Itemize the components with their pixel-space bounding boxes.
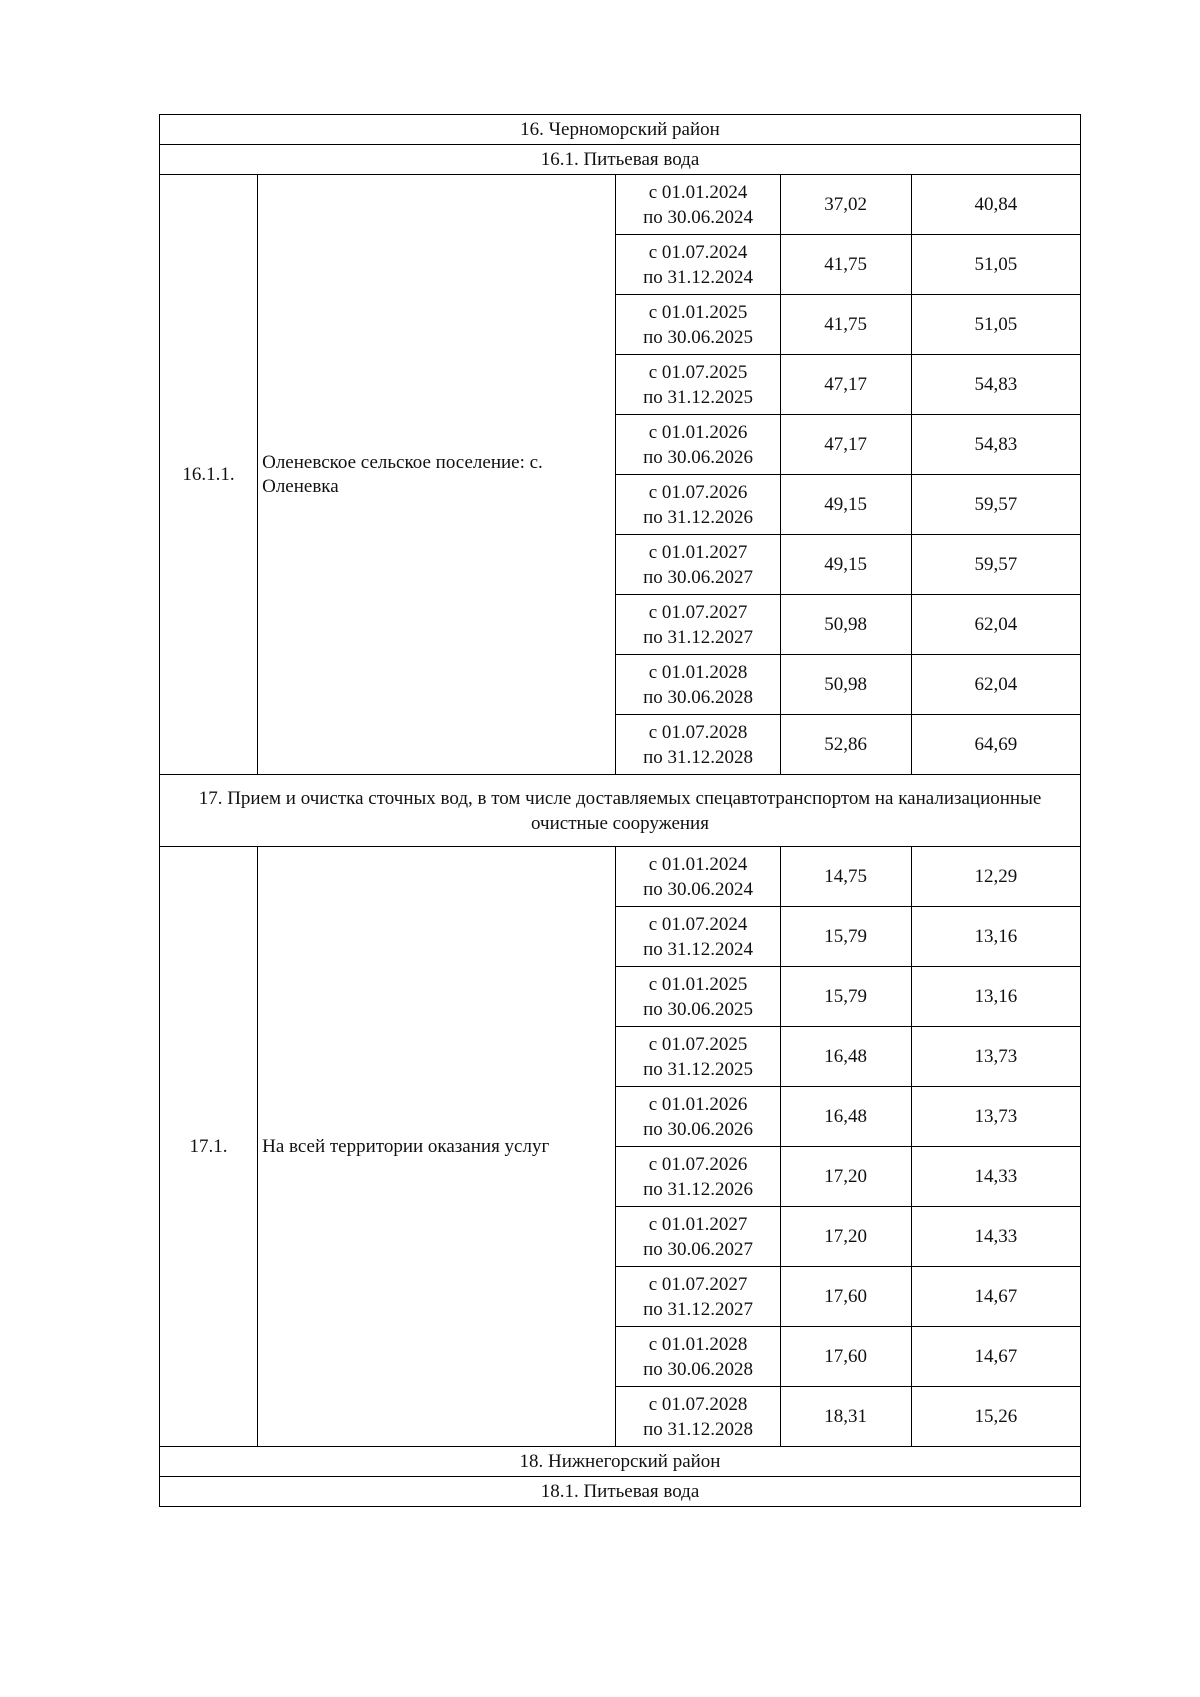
tariff-value-1: 41,75 — [780, 295, 911, 355]
tariff-value-2: 13,73 — [911, 1087, 1080, 1147]
tariff-value-1: 50,98 — [780, 655, 911, 715]
tariff-value-2: 14,67 — [911, 1267, 1080, 1327]
period-cell — [616, 967, 780, 1027]
table-row — [160, 847, 1081, 907]
period-cell — [616, 175, 780, 235]
period-cell — [616, 1147, 780, 1207]
item-number: 16.1.1. — [160, 175, 258, 775]
period-from: с 01.07.2024 — [648, 913, 748, 935]
tariff-value-2: 14,67 — [911, 1327, 1080, 1387]
tariff-value-2: 13,16 — [911, 967, 1080, 1027]
period-cell — [616, 235, 780, 295]
period-cell — [616, 655, 780, 715]
section-17-title: 17. Прием и очистка сточных вод, в том числе доставляемых спецавтотранспортом на канализационные очистные сооружения — [160, 775, 1081, 847]
period-cell — [616, 475, 780, 535]
tariff-value-1: 15,79 — [780, 907, 911, 967]
tariff-value-1: 17,20 — [780, 1147, 911, 1207]
period-to: по 31.12.2028 — [643, 746, 753, 768]
period-cell — [616, 1087, 780, 1147]
period-cell — [616, 1327, 780, 1387]
section-18-subtitle: 18.1. Питьевая вода — [160, 1477, 1081, 1507]
tariff-value-2: 51,05 — [911, 235, 1080, 295]
section-18-subtitle-row — [160, 1477, 1081, 1507]
period-cell — [616, 715, 780, 775]
tariff-value-2: 54,83 — [911, 415, 1080, 475]
section-18-title: 18. Нижнегорский район — [160, 1447, 1081, 1477]
period-from: с 01.01.2027 — [648, 541, 748, 563]
tariff-value-2: 51,05 — [911, 295, 1080, 355]
tariff-value-1: 17,20 — [780, 1207, 911, 1267]
tariff-value-1: 17,60 — [780, 1327, 911, 1387]
tariff-value-1: 50,98 — [780, 595, 911, 655]
period-to: по 31.12.2026 — [643, 506, 753, 528]
tariff-value-1: 52,86 — [780, 715, 911, 775]
tariff-value-2: 40,84 — [911, 175, 1080, 235]
table-row — [160, 175, 1081, 235]
tariff-value-1: 17,60 — [780, 1267, 911, 1327]
tariff-value-2: 13,73 — [911, 1027, 1080, 1087]
period-from: с 01.07.2025 — [648, 1033, 748, 1055]
tariff-value-1: 49,15 — [780, 475, 911, 535]
period-cell — [616, 907, 780, 967]
section-16-subtitle: 16.1. Питьевая вода — [160, 145, 1081, 175]
period-to: по 31.12.2028 — [643, 1418, 753, 1440]
period-to: по 30.06.2025 — [643, 326, 753, 348]
tariff-value-1: 16,48 — [780, 1087, 911, 1147]
section-16-title-row — [160, 115, 1081, 145]
period-from: с 01.01.2026 — [648, 1093, 748, 1115]
section-17-title-row — [160, 775, 1081, 847]
period-from: с 01.01.2025 — [648, 301, 748, 323]
tariff-value-1: 41,75 — [780, 235, 911, 295]
period-from: с 01.07.2025 — [648, 361, 748, 383]
tariff-value-2: 13,16 — [911, 907, 1080, 967]
item-name: На всей территории оказания услуг — [258, 847, 616, 1447]
period-to: по 31.12.2025 — [643, 386, 753, 408]
period-from: с 01.07.2026 — [648, 481, 748, 503]
section-18-title-row — [160, 1447, 1081, 1477]
period-from: с 01.01.2024 — [648, 853, 748, 875]
period-from: с 01.07.2027 — [648, 1273, 748, 1295]
period-to: по 31.12.2027 — [643, 1298, 753, 1320]
period-to: по 31.12.2026 — [643, 1178, 753, 1200]
item-name: Оленевское сельское поселение: с. Оленевка — [258, 175, 616, 775]
period-cell — [616, 295, 780, 355]
tariff-value-1: 49,15 — [780, 535, 911, 595]
tariff-value-1: 14,75 — [780, 847, 911, 907]
period-to: по 30.06.2027 — [643, 1238, 753, 1260]
section-16-title: 16. Черноморский район — [160, 115, 1081, 145]
tariff-value-2: 15,26 — [911, 1387, 1080, 1447]
tariff-value-2: 62,04 — [911, 655, 1080, 715]
period-from: с 01.01.2025 — [648, 973, 748, 995]
tariff-value-2: 59,57 — [911, 535, 1080, 595]
period-from: с 01.01.2027 — [648, 1213, 748, 1235]
period-to: по 31.12.2024 — [643, 938, 753, 960]
tariff-value-1: 37,02 — [780, 175, 911, 235]
section-16-subtitle-row — [160, 145, 1081, 175]
tariff-value-1: 18,31 — [780, 1387, 911, 1447]
period-from: с 01.01.2028 — [648, 661, 748, 683]
period-to: по 30.06.2026 — [643, 1118, 753, 1140]
period-to: по 30.06.2028 — [643, 1358, 753, 1380]
period-to: по 30.06.2028 — [643, 686, 753, 708]
tariff-table — [159, 114, 1081, 1507]
tariff-value-2: 12,29 — [911, 847, 1080, 907]
period-from: с 01.07.2027 — [648, 601, 748, 623]
period-from: с 01.01.2024 — [648, 181, 748, 203]
period-to: по 31.12.2024 — [643, 266, 753, 288]
period-cell — [616, 1387, 780, 1447]
period-cell — [616, 355, 780, 415]
period-to: по 31.12.2027 — [643, 626, 753, 648]
period-cell — [616, 535, 780, 595]
tariff-value-2: 14,33 — [911, 1207, 1080, 1267]
period-cell — [616, 1267, 780, 1327]
period-to: по 30.06.2024 — [643, 206, 753, 228]
period-from: с 01.07.2028 — [648, 1393, 748, 1415]
period-cell — [616, 1027, 780, 1087]
period-from: с 01.07.2028 — [648, 721, 748, 743]
period-from: с 01.01.2026 — [648, 421, 748, 443]
period-from: с 01.01.2028 — [648, 1333, 748, 1355]
period-cell — [616, 595, 780, 655]
tariff-value-1: 15,79 — [780, 967, 911, 1027]
period-cell — [616, 1207, 780, 1267]
period-cell — [616, 847, 780, 907]
period-to: по 31.12.2025 — [643, 1058, 753, 1080]
period-to: по 30.06.2026 — [643, 446, 753, 468]
period-cell — [616, 415, 780, 475]
tariff-value-2: 54,83 — [911, 355, 1080, 415]
item-number: 17.1. — [160, 847, 258, 1447]
tariff-value-1: 16,48 — [780, 1027, 911, 1087]
period-from: с 01.07.2024 — [648, 241, 748, 263]
tariff-value-2: 64,69 — [911, 715, 1080, 775]
tariff-value-2: 62,04 — [911, 595, 1080, 655]
period-to: по 30.06.2024 — [643, 878, 753, 900]
tariff-value-1: 47,17 — [780, 355, 911, 415]
period-from: с 01.07.2026 — [648, 1153, 748, 1175]
period-to: по 30.06.2025 — [643, 998, 753, 1020]
tariff-value-2: 59,57 — [911, 475, 1080, 535]
tariff-value-2: 14,33 — [911, 1147, 1080, 1207]
period-to: по 30.06.2027 — [643, 566, 753, 588]
tariff-value-1: 47,17 — [780, 415, 911, 475]
